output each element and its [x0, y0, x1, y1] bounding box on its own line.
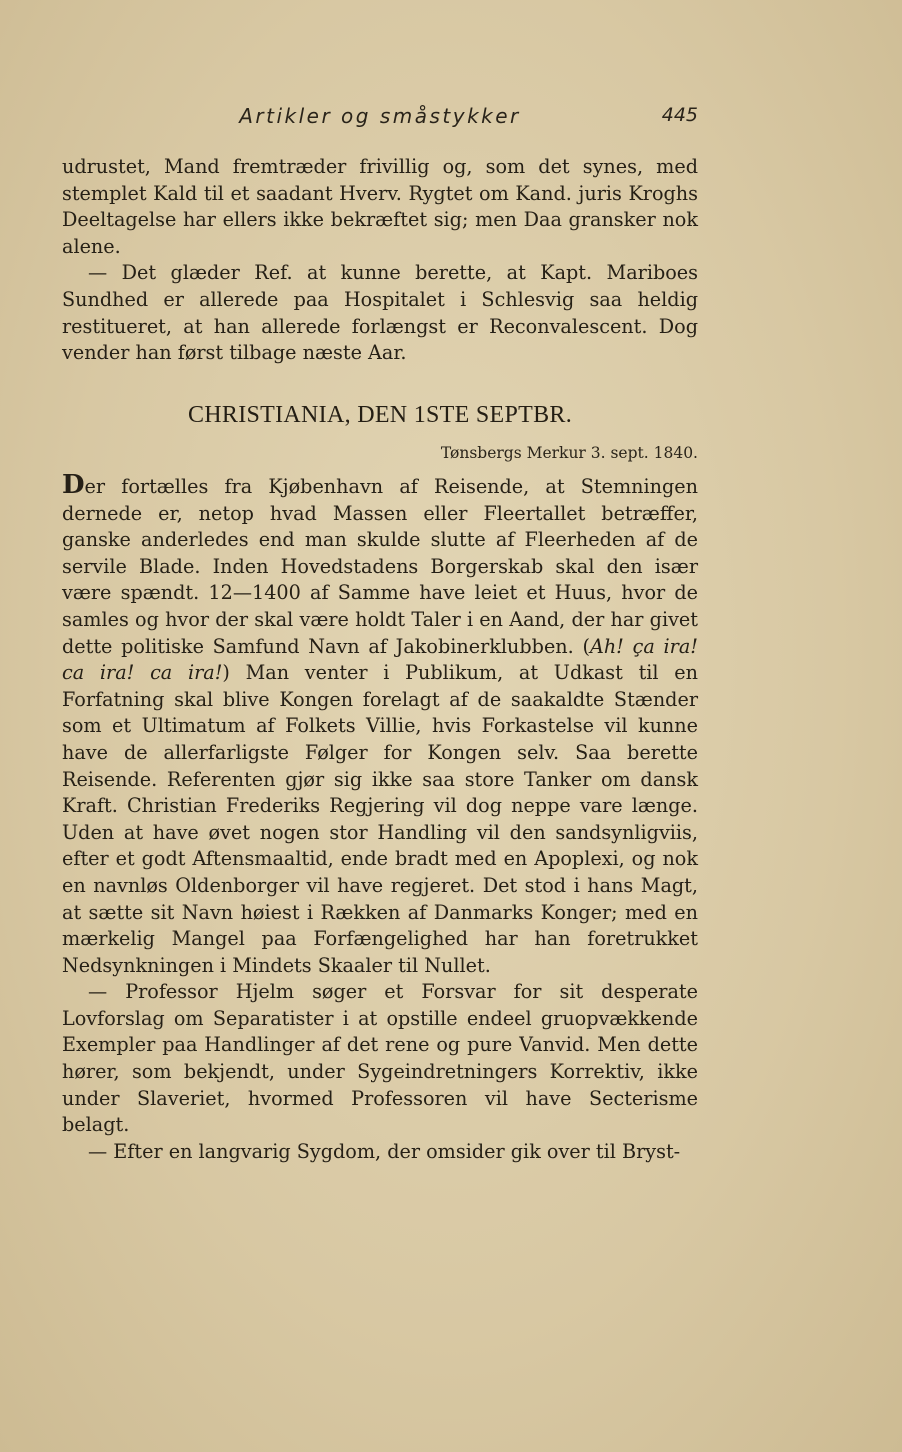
section-heading: CHRISTIANIA, DEN 1STE SEPTBR. — [187, 402, 573, 428]
paragraph: — Professor Hjelm søger et Forsvar for sit desperate Lovforslag om Separatister i at opstille endeel gruopvækkende Exempler paa Handlinger af det rene og pure Vanvid. Men dette hører, som bekjendt, under Sygeindretningers Korrektiv, ikke under Slaveriet, hvormed Professoren vil have Secterisme belagt. — [62, 980, 698, 1137]
paragraph: udrustet, Mand fremtræder frivillig og, som det synes, med stemplet Kald til et saadant Hverv. Rygtet om Kand. juris Kroghs Deeltagelse har ellers ikke bekræftet sig; men Daa gransker nok alene. — [62, 155, 698, 258]
running-title: Artikler og småstykker — [239, 104, 521, 128]
paragraph: — Efter en langvarig Sygdom, der omsider gik over til Bryst- — [88, 1139, 681, 1163]
running-head — [62, 104, 698, 132]
paragraph — [62, 470, 698, 979]
article-body — [62, 470, 698, 1165]
continued-text — [62, 154, 698, 367]
italic-quote: Ah! ça ira! ca ira! ca ira! — [62, 634, 698, 685]
source-citation: Tønsbergs Merkur 3. sept. 1840. — [440, 444, 698, 462]
paragraph: — Det glæder Ref. at kunne berette, at Kapt. Mariboes Sundhed er allerede paa Hospitalet i Schlesvig saa heldig restitueret, at han allerede forlængst er Reconvalescent. Dog vender han først tilbage næste Aar. — [62, 261, 698, 365]
page-number: 445 — [661, 104, 698, 126]
paragraph-text: ) Man venter i Publikum, at Udkast til en Forfatning skal blive Kongen forelagt af de saakaldte Stænder som et Ultimatum af Folkets Villie, hvis Forkastelse vil kunne have de allerfarligste Følger for Kongen selv. Saa berette Reisende. Referenten gjør sig ikke saa store Tanker om dansk Kraft. Christian Frederiks Regjering vil dog neppe vare længe. Uden at have øvet nogen stor Handling vil den sandsynligviis, efter et godt Aftensmaaltid, ende bradt med en Apoplexi, og nok en navnløs Oldenborger vil have regjeret. Det stod i hans Magt, at sætte sit Navn høiest i Rækken af Danmarks Konger; med en mærkelig Mangel paa Forfængelighed har han foretrukket Nedsynkningen i Mindets Skaaler til Nullet. — [62, 661, 698, 977]
drop-cap: D — [62, 470, 85, 500]
paragraph-text: er fortælles fra Kjøbenhavn af Reisende, at Stemningen dernede er, netop hvad Massen eller Fleertallet betræffer, ganske anderledes end man skulde slutte af Fleerheden af de servile Blade. Inden Hovedstadens Borgerskab skal den især være spændt. 12—1400 af Samme have leiet et Huus, hvor de samles og hvor der skal være holdt Taler i en Aand, der har givet dette politiske Samfund Navn af Jakobinerklubben. ( — [62, 475, 698, 658]
